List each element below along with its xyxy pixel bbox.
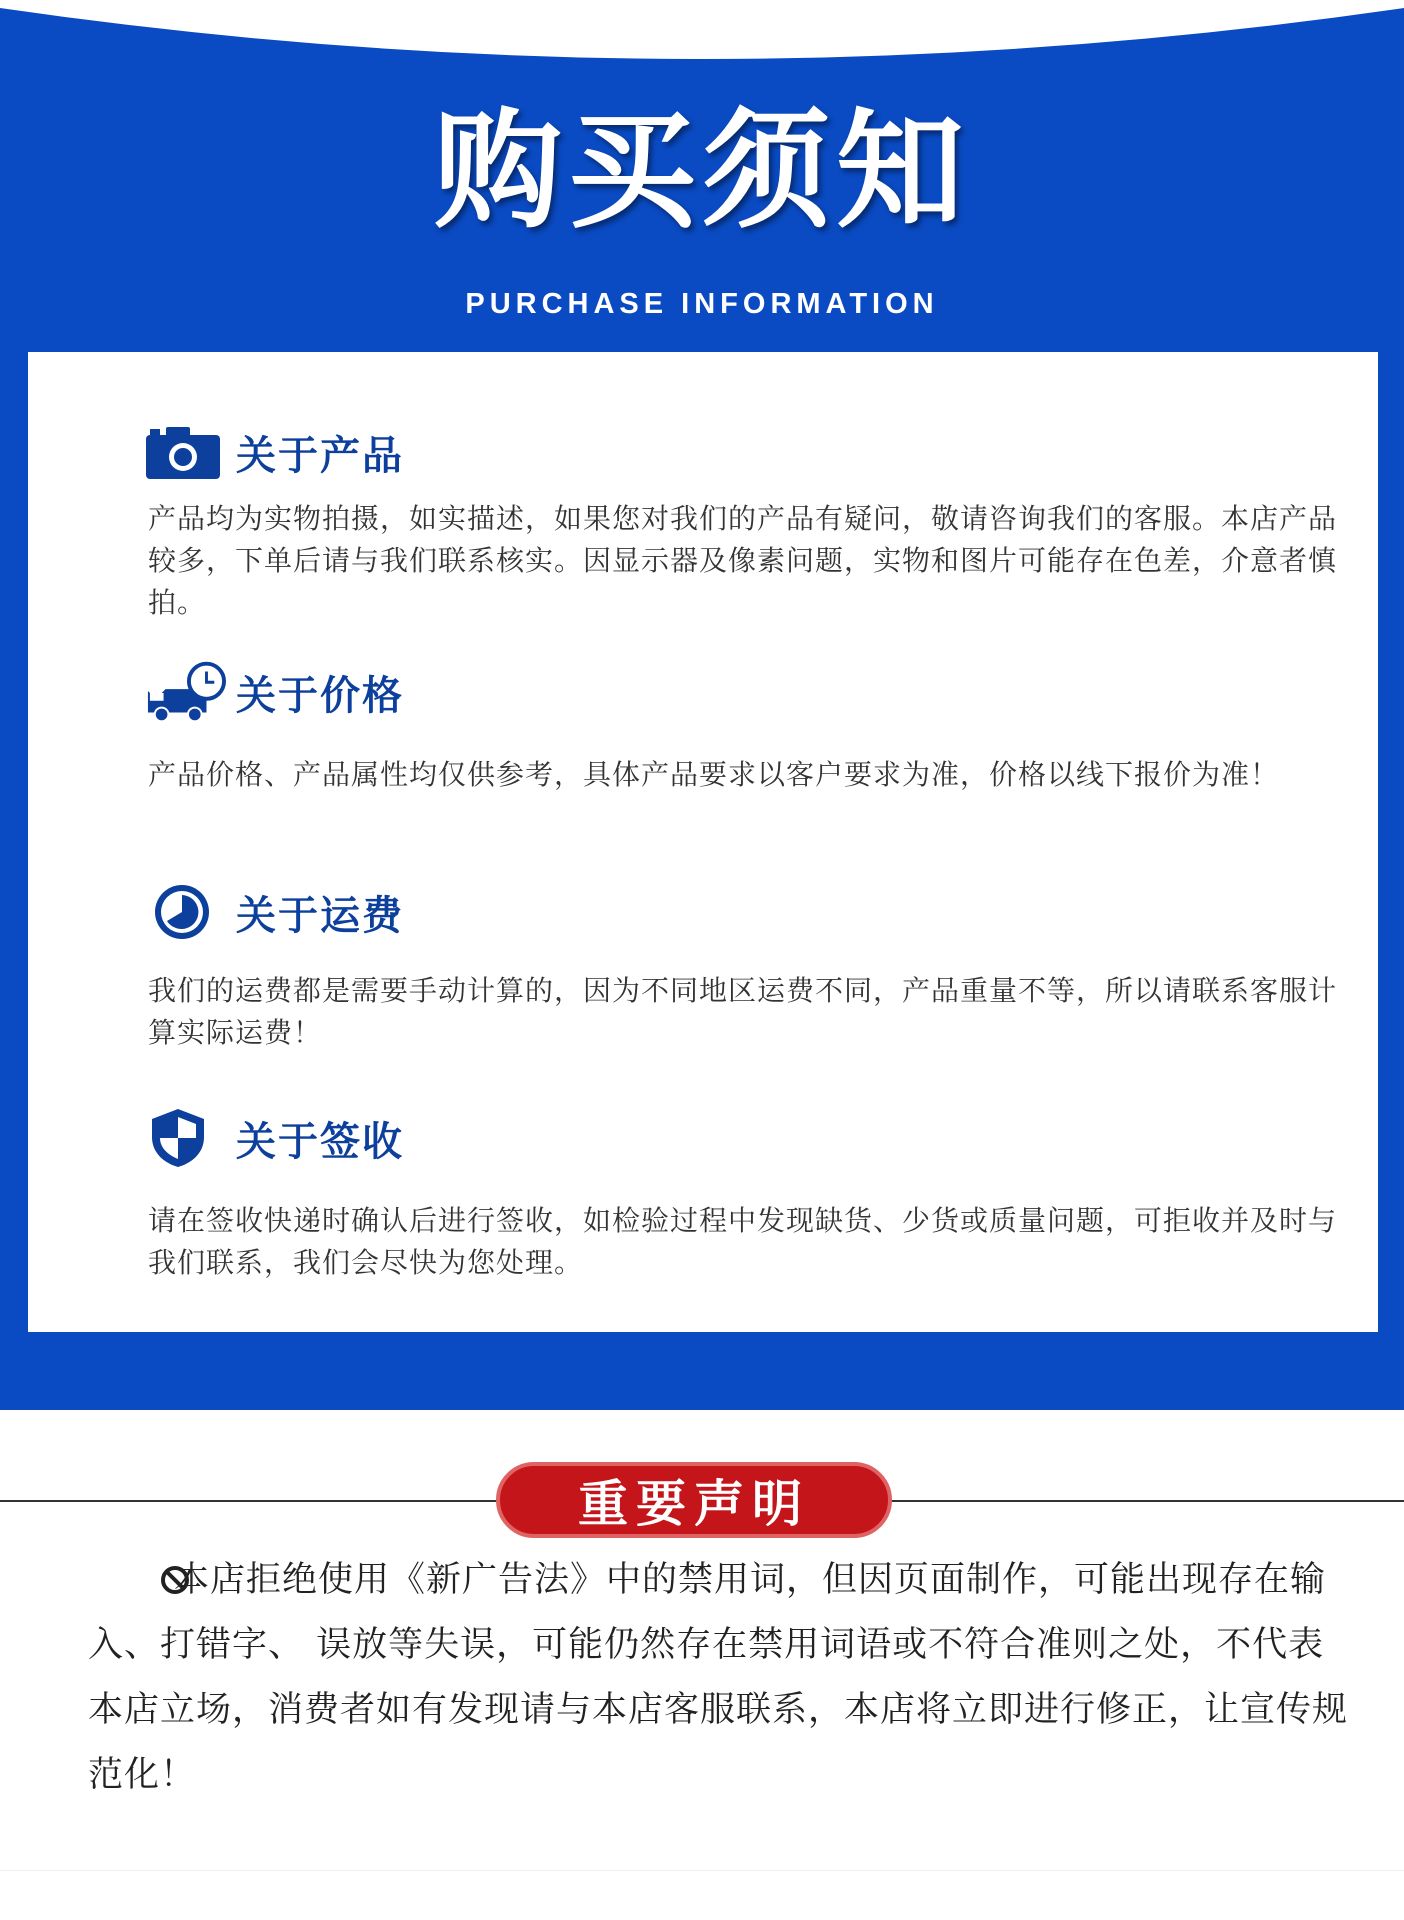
section-shipping-heading [146, 882, 404, 942]
section-title: 关于产品 [236, 432, 404, 479]
clock-icon [146, 882, 226, 942]
section-product-heading [146, 422, 404, 482]
section-receipt-heading [146, 1108, 404, 1168]
shield-icon [146, 1108, 226, 1168]
section-title: 关于价格 [236, 672, 404, 719]
section-text: 我们的运费都是需要手动计算的，因为不同地区运费不同，产品重量不等，所以请联系客服计算实际运费！ [148, 974, 1338, 1049]
section-text: 请在签收快递时确认后进行签收，如检验过程中发现缺货、少货或质量问题，可拒收并及时与我们联系，我们会尽快为您处理。 [148, 1204, 1338, 1279]
info-card [28, 352, 1378, 1332]
section-price-heading [146, 662, 404, 722]
page-title: 购买须知 [433, 97, 970, 246]
notice-title-badge: 重要声明 [496, 1462, 892, 1538]
prohibited-icon [124, 1552, 154, 1582]
top-arc-decoration [0, 0, 1404, 80]
section-title: 关于运费 [236, 892, 404, 939]
bottom-divider [0, 1870, 1404, 1871]
notice-body [88, 1548, 1358, 1808]
section-text: 产品价格、产品属性均仅供参考，具体产品要求以客户要求为准，价格以线下报价为准！ [148, 758, 1280, 791]
section-title: 关于签收 [236, 1118, 404, 1165]
section-text: 产品均为实物拍摄，如实描述，如果您对我们的产品有疑问，敬请咨询我们的客服。本店产品较多，下单后请与我们联系核实。因显示器及像素问题，实物和图片可能存在色差，介意者慎拍。 [148, 502, 1338, 619]
page-subtitle: PURCHASE INFORMATION [465, 288, 939, 320]
camera-icon [146, 422, 226, 482]
delivery-truck-clock-icon [146, 662, 226, 722]
notice-text: 本店拒绝使用《新广告法》中的禁用词，但因页面制作，可能出现存在输入、打错字、 误放等失误，可能仍然存在禁用词语或不符合准则之处，不代表本店立场，消费者如有发现请与本店客服联系，本店将立即进行修正，让宣传规范化！ [88, 1560, 1349, 1795]
